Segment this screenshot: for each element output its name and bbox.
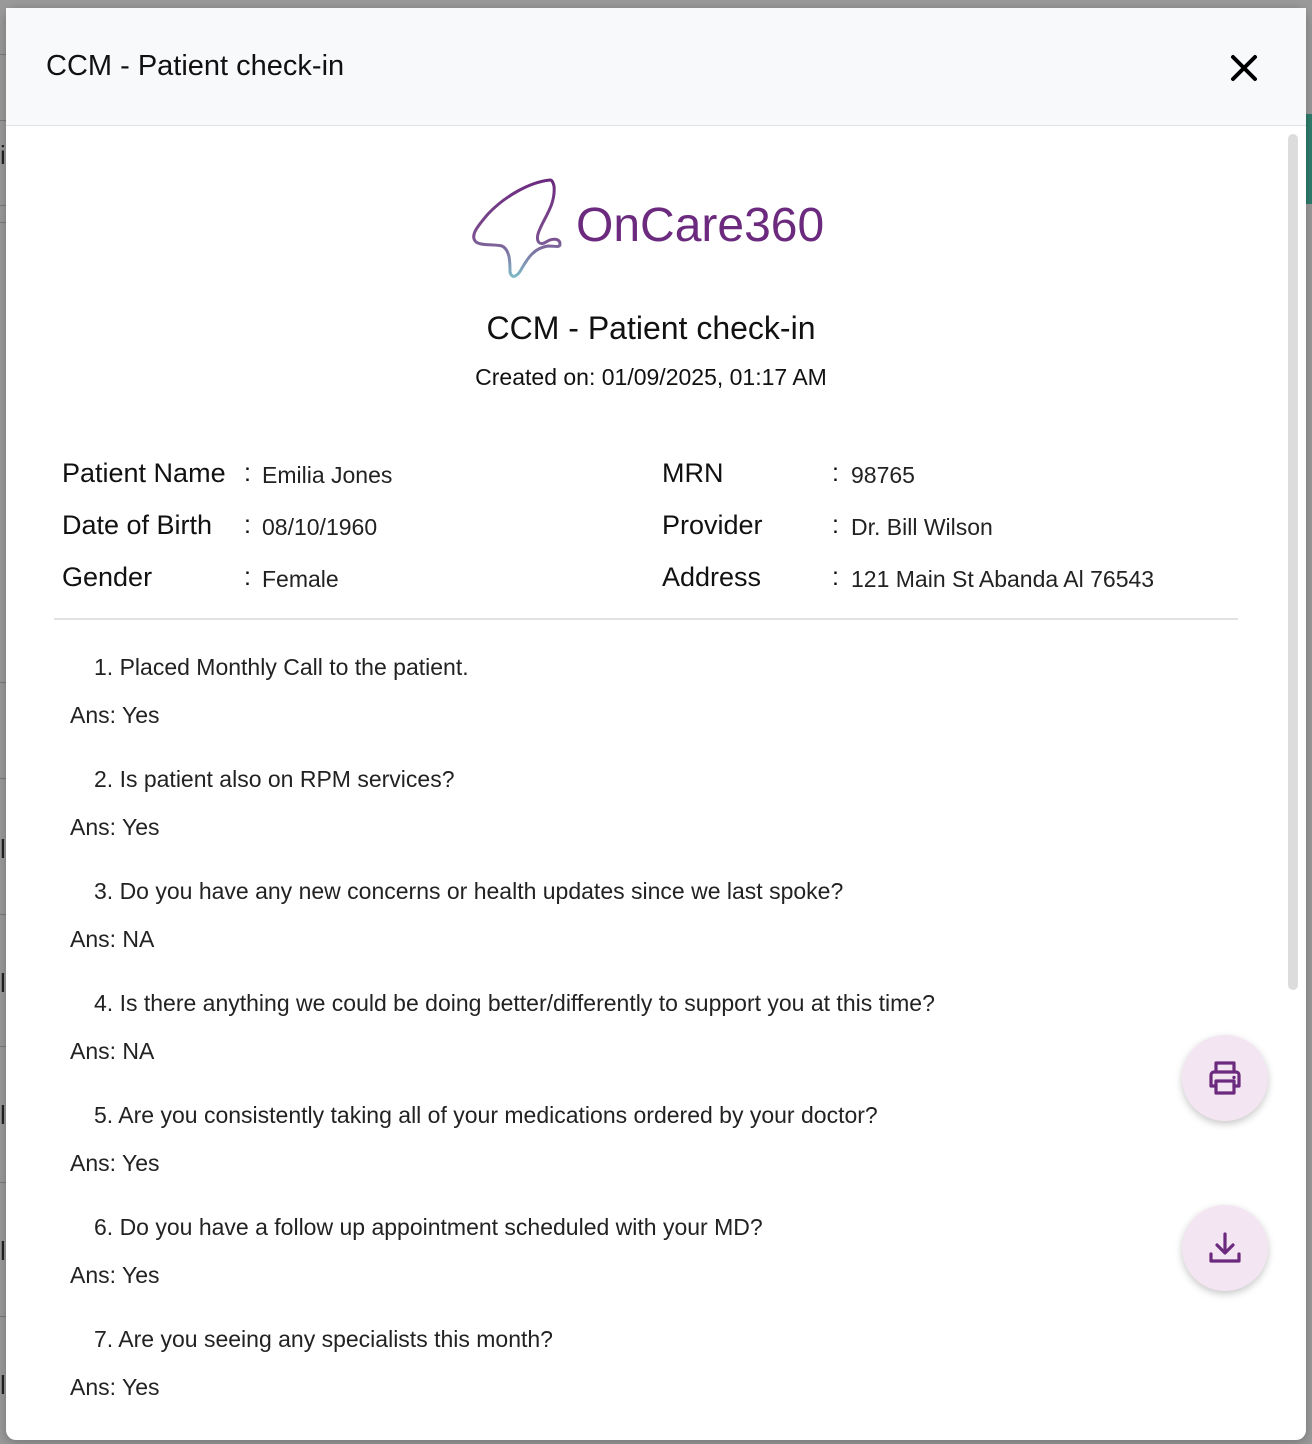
background-text-fragment: l <box>0 1100 6 1130</box>
check-in-modal <box>6 8 1306 1440</box>
separator: : <box>244 459 251 487</box>
answer-text: Ans: Yes <box>70 702 160 728</box>
answer-text: Ans: Yes <box>70 1150 160 1176</box>
patient-info <box>62 456 1242 596</box>
question-text: 4. Is there anything we could be doing better/differently to support you at this time? <box>94 990 935 1016</box>
background-text-fragment: i <box>0 140 6 170</box>
answer-text: Ans: Yes <box>70 1374 160 1400</box>
provider-label: Provider <box>662 510 763 540</box>
created-label: Created on: <box>475 364 596 390</box>
list-item <box>70 982 1170 1094</box>
created-value: 01/09/2025, 01:17 AM <box>601 364 827 390</box>
document-title: CCM - Patient check-in <box>486 310 816 346</box>
question-text: 5. Are you consistently taking all of your medications ordered by your doctor? <box>94 1102 878 1128</box>
created-on <box>6 362 1296 392</box>
list-item <box>70 1318 1170 1430</box>
gender-label: Gender <box>62 562 153 592</box>
question-text: 6. Do you have a follow up appointment scheduled with your MD? <box>94 1214 763 1240</box>
patient-name-value: Emilia Jones <box>262 462 393 488</box>
oncare360-logo-mark <box>460 176 570 286</box>
section-divider <box>54 618 1238 620</box>
dob-value: 08/10/1960 <box>262 514 378 540</box>
background-text-fragment: l <box>0 834 6 864</box>
close-button[interactable] <box>1226 50 1262 86</box>
separator: : <box>244 563 251 591</box>
dob-label: Date of Birth <box>62 510 213 540</box>
close-icon <box>1226 50 1262 86</box>
background-accent-bar <box>1306 114 1312 204</box>
answer-text: Ans: NA <box>70 926 155 952</box>
question-list <box>70 646 1170 1430</box>
background-text-fragment: l <box>0 1236 6 1266</box>
gender-value: Female <box>262 566 339 592</box>
mrn-value: 98765 <box>851 462 915 488</box>
address-value: 121 Main St Abanda Al 76543 <box>851 566 1155 592</box>
download-button[interactable] <box>1182 1205 1268 1291</box>
brand-name: OnCare360 <box>576 199 825 252</box>
separator: : <box>832 459 839 487</box>
answer-text: Ans: NA <box>70 1038 155 1064</box>
answer-text: Ans: Yes <box>70 814 160 840</box>
separator: : <box>832 563 839 591</box>
list-item <box>70 1206 1170 1318</box>
list-item <box>70 758 1170 870</box>
question-text: 7. Are you seeing any specialists this month? <box>94 1326 553 1352</box>
list-item <box>70 646 1170 758</box>
mrn-label: MRN <box>662 458 724 488</box>
modal-header <box>6 8 1306 126</box>
modal-body <box>6 126 1306 1440</box>
printer-icon <box>1205 1058 1245 1098</box>
background-text-fragment: l <box>0 968 6 998</box>
address-label: Address <box>662 562 762 592</box>
print-button[interactable] <box>1182 1035 1268 1121</box>
modal-title: CCM - Patient check-in <box>46 50 345 82</box>
question-text: 2. Is patient also on RPM services? <box>94 766 455 792</box>
scrollbar-thumb[interactable] <box>1288 134 1298 990</box>
separator: : <box>244 511 251 539</box>
question-text: 3. Do you have any new concerns or health updates since we last spoke? <box>94 878 844 904</box>
question-text: 1. Placed Monthly Call to the patient. <box>94 654 469 680</box>
separator: : <box>832 511 839 539</box>
answer-text: Ans: Yes <box>70 1262 160 1288</box>
brand-logo <box>460 176 840 286</box>
download-icon <box>1205 1228 1245 1268</box>
patient-name-label: Patient Name <box>62 458 226 488</box>
list-item <box>70 870 1170 982</box>
list-item <box>70 1094 1170 1206</box>
provider-value: Dr. Bill Wilson <box>851 514 993 540</box>
background-text-fragment: l <box>0 1370 6 1400</box>
